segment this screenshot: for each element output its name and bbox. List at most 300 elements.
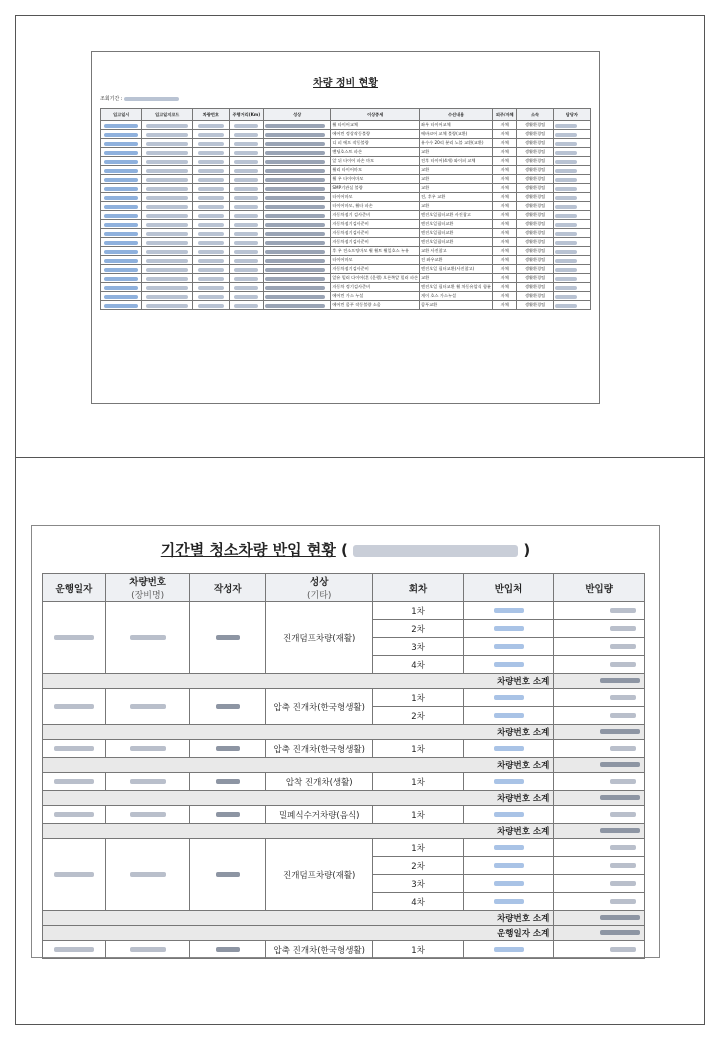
cell-repair: 교환 xyxy=(420,202,493,211)
maintenance-row xyxy=(101,193,591,202)
cell-vehicle xyxy=(105,806,190,824)
cell-mileage xyxy=(229,220,263,229)
redacted-value xyxy=(555,133,577,137)
cell-manager xyxy=(553,166,590,175)
cell-manager xyxy=(553,247,590,256)
redacted-value xyxy=(104,187,138,191)
redacted-value xyxy=(104,160,138,164)
col-header-vehicle-sub: (장비명) xyxy=(131,591,165,601)
cell-repair: 전후 타이어(4개) 와이퍼 교체 xyxy=(420,157,493,166)
cell-date xyxy=(43,806,106,824)
cell-symptom: 휠리 타이어마모 xyxy=(331,166,420,175)
cell-writer xyxy=(190,941,266,959)
subtotal-value xyxy=(554,824,645,839)
cell-amount xyxy=(554,602,645,620)
cell-symptom: SMP기관실 불량 xyxy=(331,184,420,193)
cell-work-type: 자체 xyxy=(493,247,517,256)
cell-work-type: 자체 xyxy=(493,148,517,157)
cell-round: 1차 xyxy=(373,806,463,824)
cell-work-type: 자체 xyxy=(493,256,517,265)
cell-mileage xyxy=(229,202,263,211)
redacted-value xyxy=(104,250,138,254)
subtotal-row xyxy=(43,758,645,773)
cell-round: 1차 xyxy=(373,941,463,959)
period-line xyxy=(100,95,179,102)
cell-writer xyxy=(190,839,266,911)
cell-dest xyxy=(463,806,554,824)
col-header-type-sub: (기타) xyxy=(307,591,332,601)
redacted-value xyxy=(198,124,224,128)
cell-dest xyxy=(463,857,554,875)
redacted-value xyxy=(216,704,240,709)
cell-work-type: 자체 xyxy=(493,166,517,175)
subtotal-label: 차량번호 소계 xyxy=(43,791,554,806)
cell-repair: 교환 xyxy=(420,274,493,283)
redacted-value xyxy=(494,779,524,784)
cell-dest xyxy=(463,689,554,707)
cell-dest xyxy=(463,656,554,674)
cell-code xyxy=(142,247,193,256)
cell-plate xyxy=(192,157,229,166)
cell-type xyxy=(263,220,330,229)
cell-repair: 엔진오일필터교환 xyxy=(420,229,493,238)
redacted-value xyxy=(54,704,94,709)
cell-vehicle xyxy=(105,839,190,911)
maintenance-table xyxy=(100,108,591,310)
cell-dept: 생활환경팀 xyxy=(517,130,553,139)
cell-manager xyxy=(553,130,590,139)
cell-date xyxy=(101,274,142,283)
redacted-value xyxy=(494,845,524,850)
subtotal-label: 운행일자 소계 xyxy=(43,926,554,941)
cell-plate xyxy=(192,238,229,247)
redacted-value xyxy=(198,304,224,308)
col-header: 주행거리(Km) xyxy=(229,109,263,121)
redacted-value xyxy=(600,729,640,734)
cell-symptom: 에어컨 콤푸 작동불량 소음 xyxy=(331,301,420,310)
redacted-value xyxy=(494,899,524,904)
col-header: 차량번호 xyxy=(192,109,229,121)
cell-dept: 생활환경팀 xyxy=(517,157,553,166)
cell-repair: 교환 xyxy=(420,184,493,193)
redacted-value xyxy=(198,178,224,182)
redacted-value xyxy=(198,133,224,137)
cell-type: 진개덤프차량(재활) xyxy=(266,839,373,911)
redacted-value xyxy=(555,241,577,245)
intake-row xyxy=(43,806,645,824)
redacted-value xyxy=(265,232,325,236)
intake-table-body xyxy=(43,602,645,959)
redacted-value xyxy=(198,295,224,299)
redacted-value xyxy=(198,142,224,146)
redacted-value xyxy=(104,268,138,272)
col-header-vehicle-label: 차량번호 xyxy=(129,577,166,588)
cell-code xyxy=(142,121,193,130)
cell-date xyxy=(101,211,142,220)
cell-repair: 교환 xyxy=(420,175,493,184)
col-header-vehicle xyxy=(105,574,190,602)
redacted-value xyxy=(146,277,188,281)
redacted-value xyxy=(555,205,577,209)
cell-repair: 교환 사진참고 xyxy=(420,247,493,256)
cell-symptom: 에어컨 정상작동불량 xyxy=(331,130,420,139)
maintenance-row xyxy=(101,130,591,139)
cell-manager xyxy=(553,265,590,274)
cell-mileage xyxy=(229,256,263,265)
cell-manager xyxy=(553,274,590,283)
cell-dept: 생활환경팀 xyxy=(517,139,553,148)
redacted-value xyxy=(234,169,258,173)
cell-dept: 생활환경팀 xyxy=(517,193,553,202)
cell-dest xyxy=(463,620,554,638)
redacted-value xyxy=(146,241,188,245)
subtotal-label: 차량번호 소계 xyxy=(43,758,554,773)
cell-work-type: 자체 xyxy=(493,301,517,310)
cell-symptom: 후 우 전소프팅마모 휠 휠트 휠일호스 누유 xyxy=(331,247,420,256)
title-paren-close: ) xyxy=(523,541,531,559)
cell-writer xyxy=(190,740,266,758)
redacted-value xyxy=(265,196,325,200)
cell-type xyxy=(263,292,330,301)
redacted-value xyxy=(54,812,94,817)
intake-row xyxy=(43,689,645,707)
redacted-value xyxy=(265,250,325,254)
redacted-value xyxy=(494,608,524,613)
maintenance-row xyxy=(101,202,591,211)
maintenance-row xyxy=(101,148,591,157)
cell-mileage xyxy=(229,121,263,130)
cell-mileage xyxy=(229,175,263,184)
cell-amount xyxy=(554,689,645,707)
col-header-date: 운행일자 xyxy=(43,574,106,602)
redacted-value xyxy=(198,232,224,236)
cell-dept: 생활환경팀 xyxy=(517,229,553,238)
cell-amount xyxy=(554,839,645,857)
cell-type xyxy=(263,184,330,193)
cell-code xyxy=(142,175,193,184)
cell-dept: 생활환경팀 xyxy=(517,121,553,130)
redacted-value xyxy=(198,250,224,254)
cell-repair: 유수수 20리 분리 노블 교환(교환) xyxy=(420,139,493,148)
subtotal-value xyxy=(554,926,645,941)
redacted-value xyxy=(610,662,636,667)
cell-vehicle xyxy=(105,941,190,959)
redacted-value xyxy=(104,133,138,137)
redacted-value xyxy=(104,277,138,281)
redacted-value xyxy=(146,232,188,236)
cell-amount xyxy=(554,773,645,791)
redacted-value xyxy=(234,142,258,146)
cell-type xyxy=(263,247,330,256)
redacted-value xyxy=(234,178,258,182)
redacted-value xyxy=(234,250,258,254)
cell-repair: 교환 xyxy=(420,166,493,175)
cell-code xyxy=(142,193,193,202)
cell-code xyxy=(142,256,193,265)
cell-symptom: 앞유 밀러 다이어(흔 (운행) 오른쪽앞 밀러 파손 xyxy=(331,274,420,283)
redacted-value xyxy=(198,160,224,164)
cell-dest xyxy=(463,740,554,758)
redacted-value xyxy=(610,695,636,700)
cell-date xyxy=(43,839,106,911)
cell-writer xyxy=(190,689,266,725)
cell-code xyxy=(142,139,193,148)
redacted-value xyxy=(234,187,258,191)
cell-writer xyxy=(190,773,266,791)
cell-code xyxy=(142,184,193,193)
cell-type xyxy=(263,193,330,202)
cell-type xyxy=(263,166,330,175)
redacted-value xyxy=(610,863,636,868)
redacted-value xyxy=(104,259,138,263)
maintenance-row xyxy=(101,283,591,292)
cell-plate xyxy=(192,220,229,229)
cell-dept: 생활환경팀 xyxy=(517,265,553,274)
redacted-value xyxy=(104,142,138,146)
cell-mileage xyxy=(229,247,263,256)
intake-row xyxy=(43,839,645,857)
col-header: 입고일지코드 xyxy=(142,109,193,121)
cell-dept: 생활환경팀 xyxy=(517,301,553,310)
redacted-value xyxy=(198,241,224,245)
cell-work-type: 자체 xyxy=(493,121,517,130)
cell-dest xyxy=(463,707,554,725)
cell-manager xyxy=(553,202,590,211)
cell-manager xyxy=(553,301,590,310)
redacted-value xyxy=(600,762,640,767)
redacted-value xyxy=(494,812,524,817)
title-date-range-redacted xyxy=(353,545,518,557)
subtotal-value xyxy=(554,791,645,806)
redacted-value xyxy=(494,644,524,649)
redacted-value xyxy=(610,845,636,850)
cell-symptom: 타이어마모, 휠타 파손 xyxy=(331,202,420,211)
redacted-value xyxy=(130,947,166,952)
redacted-value xyxy=(54,635,94,640)
cell-date xyxy=(101,256,142,265)
cell-round: 4차 xyxy=(373,656,463,674)
redacted-value xyxy=(216,872,240,877)
redacted-value xyxy=(265,259,325,263)
cell-plate xyxy=(192,274,229,283)
subtotal-label: 차량번호 소계 xyxy=(43,674,554,689)
redacted-value xyxy=(146,196,188,200)
cell-dest xyxy=(463,941,554,959)
redacted-value xyxy=(234,241,258,245)
col-header-amount: 반입량 xyxy=(554,574,645,602)
cell-mileage xyxy=(229,166,263,175)
col-header: 수선내용 xyxy=(420,109,493,121)
redacted-value xyxy=(146,205,188,209)
maintenance-row xyxy=(101,184,591,193)
cell-type xyxy=(263,121,330,130)
cell-code xyxy=(142,229,193,238)
redacted-value xyxy=(130,704,166,709)
maintenance-row xyxy=(101,139,591,148)
cell-date xyxy=(43,773,106,791)
cell-type xyxy=(263,238,330,247)
intake-table xyxy=(42,573,645,959)
redacted-value xyxy=(104,232,138,236)
redacted-value xyxy=(494,881,524,886)
cell-code xyxy=(142,238,193,247)
cell-code xyxy=(142,166,193,175)
redacted-value xyxy=(130,746,166,751)
cell-date xyxy=(101,157,142,166)
cell-type xyxy=(263,211,330,220)
redacted-value xyxy=(265,214,325,218)
cell-dest xyxy=(463,893,554,911)
cell-symptom: 앞 뒤 타이어 파손 마모 xyxy=(331,157,420,166)
redacted-value xyxy=(555,268,577,272)
cell-manager xyxy=(553,121,590,130)
cell-mileage xyxy=(229,130,263,139)
cell-symptom: 휠 타이어교체 xyxy=(331,121,420,130)
redacted-value xyxy=(54,947,94,952)
redacted-value xyxy=(610,644,636,649)
redacted-value xyxy=(54,746,94,751)
subtotal-row xyxy=(43,725,645,740)
cell-mileage xyxy=(229,283,263,292)
redacted-value xyxy=(265,286,325,290)
redacted-value xyxy=(54,779,94,784)
cell-repair: 전, 후우 교환 xyxy=(420,193,493,202)
cell-symptom: 밴딩호스트 파손 xyxy=(331,148,420,157)
cell-symptom: 디 피 에프 작동불량 xyxy=(331,139,420,148)
col-header: 성상 xyxy=(263,109,330,121)
redacted-value xyxy=(265,268,325,272)
col-header: 외주/자체 xyxy=(493,109,517,121)
redacted-value xyxy=(104,151,138,155)
cell-type xyxy=(263,130,330,139)
cell-plate xyxy=(192,184,229,193)
redacted-value xyxy=(265,124,325,128)
cell-type xyxy=(263,139,330,148)
maintenance-row xyxy=(101,274,591,283)
cell-date xyxy=(101,292,142,301)
subtotal-value xyxy=(554,725,645,740)
col-header: 이상증세 xyxy=(331,109,420,121)
col-header: 입고일시 xyxy=(101,109,142,121)
maintenance-row xyxy=(101,211,591,220)
cell-dept: 생활환경팀 xyxy=(517,211,553,220)
redacted-value xyxy=(265,151,325,155)
redacted-value xyxy=(555,187,577,191)
cell-manager xyxy=(553,292,590,301)
redacted-value xyxy=(494,626,524,631)
redacted-value xyxy=(198,277,224,281)
intake-header-row xyxy=(43,574,645,602)
redacted-value xyxy=(610,881,636,886)
cell-work-type: 자체 xyxy=(493,229,517,238)
cell-work-type: 자체 xyxy=(493,292,517,301)
maintenance-row xyxy=(101,301,591,310)
cell-type xyxy=(263,274,330,283)
cell-amount xyxy=(554,740,645,758)
col-header-writer: 작성자 xyxy=(190,574,266,602)
cell-type xyxy=(263,229,330,238)
cell-dest xyxy=(463,875,554,893)
redacted-value xyxy=(265,205,325,209)
maintenance-row xyxy=(101,292,591,301)
cell-vehicle xyxy=(105,740,190,758)
redacted-value xyxy=(600,678,640,683)
cell-work-type: 자체 xyxy=(493,139,517,148)
cell-symptom: 휠 우 타이어마모 xyxy=(331,175,420,184)
cell-repair: 엔진오일필터교환 사진참고 xyxy=(420,211,493,220)
redacted-value xyxy=(198,169,224,173)
redacted-value xyxy=(146,142,188,146)
cell-date xyxy=(101,148,142,157)
cell-repair: 에바코어 교체 불량(교환) xyxy=(420,130,493,139)
cell-dept: 생활환경팀 xyxy=(517,256,553,265)
cell-type: 진개덤프차량(재활) xyxy=(266,602,373,674)
redacted-value xyxy=(146,250,188,254)
redacted-value xyxy=(198,214,224,218)
cell-work-type: 자체 xyxy=(493,202,517,211)
redacted-value xyxy=(234,268,258,272)
maintenance-report-title: 차량 정비 현황 xyxy=(313,78,378,89)
cell-dest xyxy=(463,839,554,857)
redacted-value xyxy=(265,295,325,299)
title-paren-open: ( xyxy=(341,541,348,559)
cell-dept: 생활환경팀 xyxy=(517,283,553,292)
redacted-value xyxy=(265,160,325,164)
redacted-value xyxy=(146,214,188,218)
cell-round: 1차 xyxy=(373,839,463,857)
cell-repair: 콤푸교환 xyxy=(420,301,493,310)
intake-row xyxy=(43,773,645,791)
redacted-value xyxy=(198,268,224,272)
subtotal-row xyxy=(43,674,645,689)
cell-type xyxy=(263,148,330,157)
cell-mileage xyxy=(229,238,263,247)
cell-code xyxy=(142,202,193,211)
cell-symptom: 타이어마모 xyxy=(331,256,420,265)
cell-date xyxy=(101,139,142,148)
cell-type xyxy=(263,265,330,274)
redacted-value xyxy=(555,259,577,263)
redacted-value xyxy=(146,160,188,164)
subtotal-label: 차량번호 소계 xyxy=(43,725,554,740)
redacted-value xyxy=(104,205,138,209)
cell-date xyxy=(101,301,142,310)
cell-work-type: 자체 xyxy=(493,175,517,184)
redacted-value xyxy=(146,169,188,173)
cell-plate xyxy=(192,130,229,139)
cell-type xyxy=(263,157,330,166)
cell-date xyxy=(43,602,106,674)
redacted-value xyxy=(265,169,325,173)
col-header-round: 회차 xyxy=(373,574,463,602)
redacted-value xyxy=(600,795,640,800)
page-divider xyxy=(16,457,704,458)
cell-mileage xyxy=(229,157,263,166)
redacted-value xyxy=(234,259,258,263)
cell-plate xyxy=(192,265,229,274)
cell-amount xyxy=(554,806,645,824)
cell-round: 1차 xyxy=(373,773,463,791)
cell-plate xyxy=(192,229,229,238)
maintenance-row xyxy=(101,265,591,274)
cell-type: 압축 진개차(한국형생활) xyxy=(266,740,373,758)
redacted-value xyxy=(130,635,166,640)
redacted-value xyxy=(610,608,636,613)
col-header-dest: 반입처 xyxy=(463,574,554,602)
redacted-value xyxy=(216,812,240,817)
cell-code xyxy=(142,283,193,292)
redacted-value xyxy=(216,635,240,640)
